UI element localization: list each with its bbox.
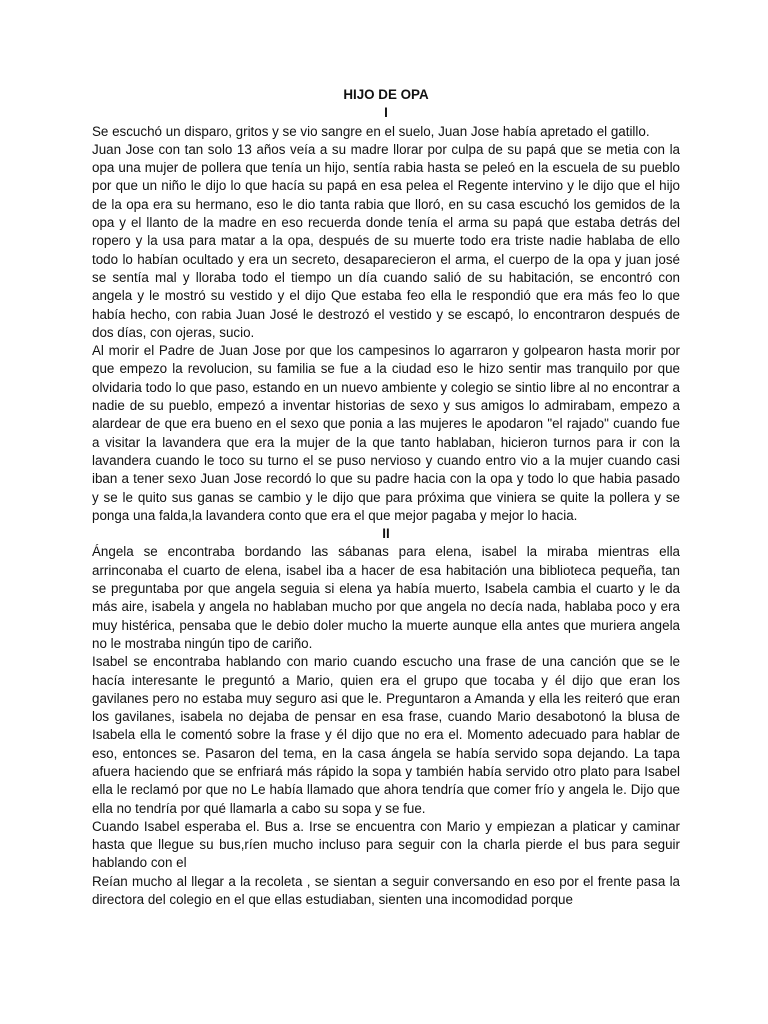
section-numeral: II (382, 526, 390, 542)
section-2 (92, 525, 680, 909)
document-page (92, 86, 680, 909)
paragraph: Ángela se encontraba bordando las sábanas para elena, isabel la miraba mientras ella arrinconaba el cuarto de elena, isabel iba a hacer de esa habitación una biblioteca pequeña, tan se preguntaba por que angela seguia si elena ya había muerto, Isabela cambia el cuarto y le da más aire, isabela y angela no hablaban mucho por que angela no decía nada, hablaba poco y era muy histérica, pensaba que le debio doler mucho la muerte aunque ella antes que muriera angela no le mostraba ningún tipo de cariño. (92, 544, 680, 651)
paragraph: Se escuchó un disparo, gritos y se vio sangre en el suelo, Juan Jose había apretado el gatillo. (92, 123, 650, 139)
paragraph: Reían mucho al llegar a la recoleta , se sientan a seguir conversando en eso por el frente pasa la directora del colegio en el que ellas estudiaban, sienten una incomodidad porque (92, 873, 680, 908)
section-numeral: I (384, 105, 388, 121)
paragraph: Isabel se encontraba hablando con mario cuando escucho una frase de una canción que se le hacía interesante le preguntó a Mario, quien era el grupo que tocaba y él dijo que eran los gavilanes pero no estaba muy seguro asi que le. Preguntaron a Amanda y ella les reiteró que eran los gavilanes, isabela no dejaba de pensar en esa frase, cuando Mario desabotonó la blusa de Isabela ella le comentó sobre la frase y él dijo que no era el. Momento adecuado para hablar de eso, entonces se. Pasaron del tema, en la casa ángela se había servido sopa dejando. La tapa afuera haciendo que se enfriará más rápido la sopa y también había servido otro plato para Isabel ella le reclamó por que no Le había llamado que ahora tendría que comer frío y angela le. Dijo que ella no tendría por qué llamarla a cabo su sopa y se fue. (92, 654, 680, 816)
document-title: HIJO DE OPA (343, 87, 429, 102)
paragraph: Al morir el Padre de Juan Jose por que los campesinos lo agarraron y golpearon hasta morir por que empezo la revolucion, su familia se fue a la ciudad eso le hizo sentir mas tranquilo por que olvidaria todo lo que paso, estando en un nuevo ambiente y colegio se sintio libre al no encontrar a nadie de su pueblo, empezó a inventar historias de sexo y sus amigos lo admirabam, empezo a alardear de que era bueno en el sexo que ponia a las mujeres le apodaron "el rajado" cuando fue a visitar la lavandera que era la mujer de la que tanto hablaban, hicieron turnos para ir con la lavandera cuando le toco su turno el se puso nervioso y cuando entro vio a la mujer cuando casi iban a tener sexo Juan Jose recordó lo que su padre hacia con la opa y todo lo que habia pasado y se le quito sus ganas se cambio y le dijo que para próxima que viniera se quite la pollera y se ponga una falda,la lavandera conto que era el que mejor pagaba y mejor lo hacia. (92, 343, 680, 523)
section-1 (92, 104, 680, 525)
paragraph: Juan Jose con tan solo 13 años veía a su madre llorar por culpa de su papá que se metia con la opa una mujer de pollera que tenía un hijo, sentía rabia hasta se peleó en la escuela de su pueblo por que un niño le dijo lo que hacía su papá en esa pelea el Regente intervino y le dijo que el hijo de la opa era su hermano, eso le dio tanta rabia que lloró, en su casa escuchó los gemidos de la opa y el llanto de la madre en eso recuerda donde tenía el arma su papá que estaba detrás del ropero y la usa para matar a la opa, después de su muerte todo era triste nadie hablaba de ello todo lo habían ocultado y era un secreto, desaparecieron el arma, el cuerpo de la opa y juan josé se sentía mal y lloraba todo el tiempo un día cuando salió de su habitación, se encontró con angela y le mostró su vestido y el dijo Que estaba feo ella le respondió que era más feo lo que había hecho, con rabia Juan José le destrozó el vestido y se escapó, lo encontraron después de dos días, con ojeras, sucio. (92, 141, 680, 340)
paragraph: Cuando Isabel esperaba el. Bus a. Irse se encuentra con Mario y empiezan a platicar y caminar hasta que llegue su bus,ríen mucho incluso para seguir con la charla pierde el bus para seguir hablando con el (92, 818, 680, 871)
